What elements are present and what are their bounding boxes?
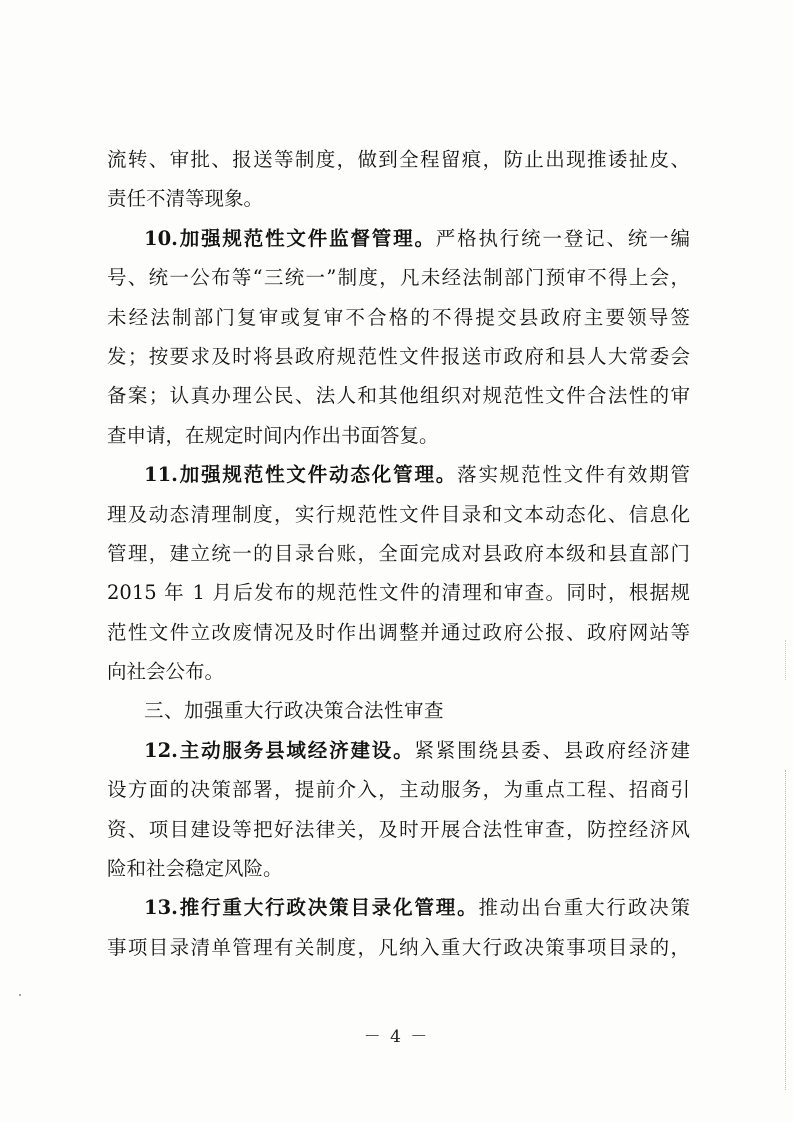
text-run: 严格执行统一登记、统一编 xyxy=(435,226,690,250)
text-line: 资、项目建设等把好法律关，及时开展合法性审查，防控经济风 xyxy=(107,817,690,841)
text-run: 紧紧围绕县委、县政府经济建 xyxy=(414,738,690,762)
text-line: 设方面的决策部署，提前介入，主动服务，为重点工程、招商引 xyxy=(107,778,690,802)
text-line: 2015 年 1 月后发布的规范性文件的清理和审查。同时，根据规 xyxy=(107,581,690,605)
text-run: 推动出台重大行政决策 xyxy=(478,896,690,920)
scan-dust-artifact xyxy=(19,994,21,996)
text-run: 落实规范性文件有效期管 xyxy=(457,463,690,487)
item-title: 10.加强规范性文件监督管理。 xyxy=(144,226,436,250)
paragraph-first-line xyxy=(107,455,690,494)
scan-edge-artifact xyxy=(785,640,786,680)
text-line: 未经法制部门复审或复审不合格的不得提交县政府主要领导签 xyxy=(107,305,690,329)
text-line: 查申请，在规定时间内作出书面答复。 xyxy=(107,423,439,447)
scan-edge-artifact xyxy=(785,770,786,1090)
paragraph-first-line xyxy=(107,731,690,770)
text-line: 管理，建立统一的目录台账，全面完成对县政府本级和县直部门 xyxy=(107,541,690,565)
paragraph-first-line xyxy=(107,888,690,927)
document-body xyxy=(107,140,690,967)
text-line: 事项目录清单管理有关制度，凡纳入重大行政决策事项目录的， xyxy=(107,935,690,959)
text-line: 范性文件立改废情况及时作出调整并通过政府公报、政府网站等 xyxy=(107,620,690,644)
paragraph-first-line xyxy=(107,219,690,258)
page-number: － 4 － xyxy=(363,1027,430,1047)
text-line: 理及动态清理制度，实行规范性文件目录和文本动态化、信息化 xyxy=(107,502,690,526)
text-line: 流转、审批、报送等制度，做到全程留痕，防止出现推诿扯皮、 xyxy=(107,148,690,171)
item-title: 13.推行重大行政决策目录化管理。 xyxy=(144,896,479,920)
text-line: 向社会公布。 xyxy=(107,660,225,684)
item-title: 11.加强规范性文件动态化管理。 xyxy=(144,463,458,487)
item-title: 12.主动服务县域经济建设。 xyxy=(144,738,415,762)
text-line: 备案；认真办理公民、法人和其他组织对规范性文件合法性的审 xyxy=(107,384,690,408)
text-line: 责任不清等现象。 xyxy=(107,187,264,211)
text-line: 险和社会稳定风险。 xyxy=(107,857,283,881)
text-line: 发；按要求及时将县政府规范性文件报送市政府和县人大常委会 xyxy=(107,344,690,368)
section-heading: 三、加强重大行政决策合法性审查 xyxy=(144,699,445,723)
text-line: 号、统一公布等“三统一”制度，凡未经法制部门预审不得上会， xyxy=(107,266,690,290)
